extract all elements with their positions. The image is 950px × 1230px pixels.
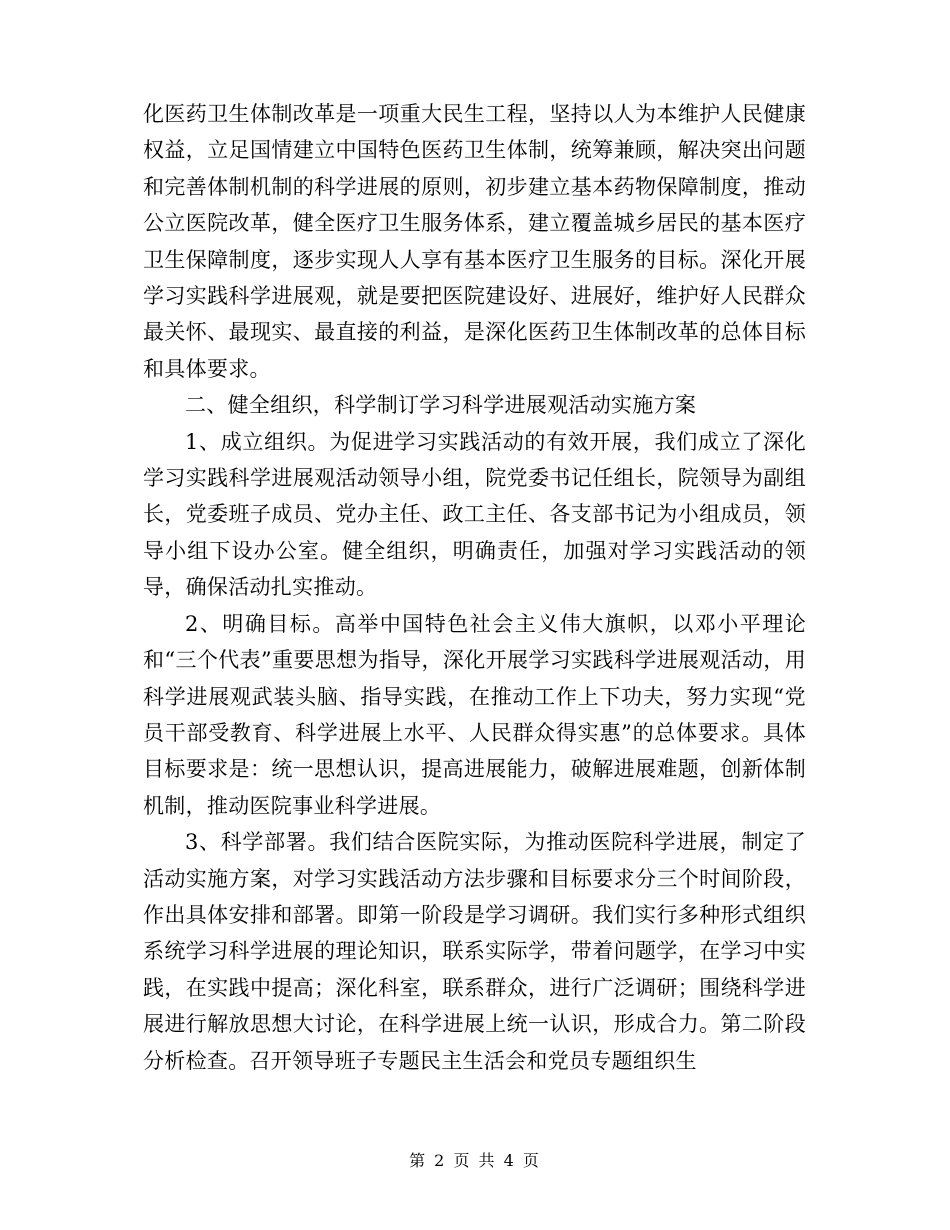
page-number-footer: 第 2 页 共 4 页 xyxy=(409,1151,541,1170)
section-heading: 二、健全组织，科学制订学习科学进展观活动实施方案 xyxy=(185,393,697,418)
paragraph-establish-organization: 1、成立组织。为促进学习实践活动的有效开展，我们成立了深化学习实践科学进展观活动领导小组，院党委书记任组长，院领导为副组长，党委班子成员、党办主任、政工主任、各支部书记为小组成员，领导小组下设办公室。健全组织，明确责任，加强对学习实践活动的领导，确保活动扎实推动。 xyxy=(143,429,806,600)
paragraph-continuation: 化医药卫生体制改革是一项重大民生工程，坚持以人为本维护人民健康权益，立足国情建立中国特色医药卫生体制，统筹兼顾，解决突出问题和完善体制机制的科学进展的原则，初步建立基本药物保障制度，推动公立医院改革，健全医疗卫生服务体系，建立覆盖城乡居民的基本医疗卫生保障制度，逐步实现人人享有基本医疗卫生服务的目标。深化开展学习实践科学进展观，就是要把医院建设好、进展好，维护好人民群众最关怀、最现实、最直接的利益，是深化医药卫生体制改革的总体目标和具体要求。 xyxy=(143,102,806,381)
paragraph-clarify-goals: 2、明确目标。高举中国特色社会主义伟大旗帜，以邓小平理论和“三个代表”重要思想为指导，深化开展学习实践科学进展观活动，用科学进展观武装头脑、指导实践，在推动工作上下功夫，努力实现“党员干部受教育、科学进展上水平、人民群众得实惠”的总体要求。具体目标要求是：统一思想认识，提高进展能力，破解进展难题，创新体制机制，推动医院事业科学进展。 xyxy=(143,611,806,818)
paragraph-scientific-deployment: 3、科学部署。我们结合医院实际，为推动医院科学进展，制定了活动实施方案，对学习实践活动方法步骤和目标要求分三个时间阶段，作出具体安排和部署。即第一阶段是学习调研。我们实行多种形式组织系统学习科学进展的理论知识，联系实际学，带着问题学，在学习中实践，在实践中提高；深化科室，联系群众，进行广泛调研；围绕科学进展进行解放思想大讨论，在科学进展上统一认识，形成合力。第二阶段分析检查。召开领导班子专题民主生活会和党员专题组织生 xyxy=(143,830,806,1073)
document-body xyxy=(143,96,806,1079)
